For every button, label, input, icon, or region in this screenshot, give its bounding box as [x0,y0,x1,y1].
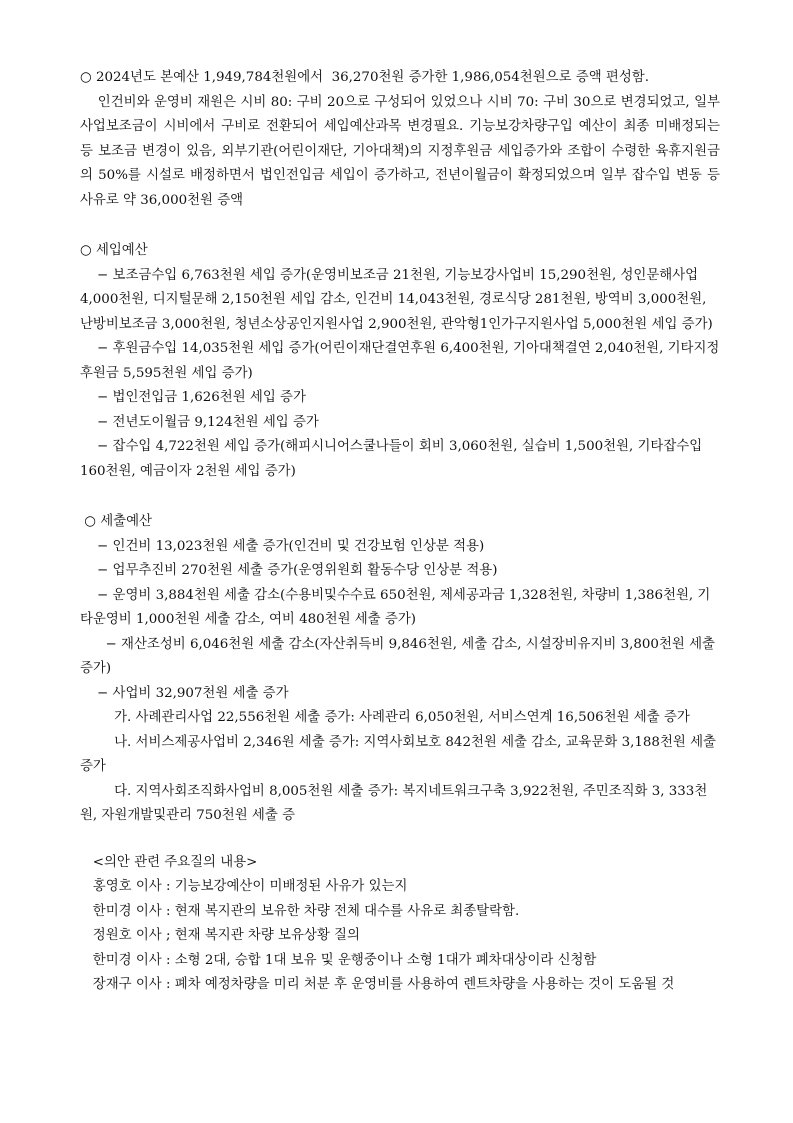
expenditure-item: − 재산조성비 6,046천원 세출 감소(자산취득비 9,846천원, 세출 감소, 시설장비유지비 3,800천원 세출 증가) [80,636,720,676]
question-item: 장재구 이사 : 폐차 예정차량을 미리 처분 후 운영비를 사용하여 렌트차량을 사용하는 것이 도움될 것 [80,977,675,992]
expenditure-subitem: 가. 사례관리사업 22,556천원 세출 증가: 사례관리 6,050천원, 서비스연계 16,506천원 세출 증가 [80,710,690,725]
summary-lead: ○ 2024년도 본예산 1,949,784천원에서 36,270천원 증가한 1,986,054천원으로 증액 편성함. [80,70,649,85]
expenditure-subitem: 나. 서비스제공사업비 2,346원 세출 증가: 지역사회보호 842천원 세출 감소, 교육문화 3,188천원 세출 증가 [80,734,721,774]
expenditure-item: − 운영비 3,884천원 세출 감소(수용비및수수료 650천원, 제세공과금 1,328천원, 차량비 1,386천원, 기타운영비 1,000천원 세출 감소, 여비 480천원 세출 증가) [80,587,711,627]
expenditure-heading: ○ 세출예산 [80,514,152,529]
document-body [80,66,725,998]
expenditure-item: − 인건비 13,023천원 세출 증가(인건비 및 건강보험 인상분 적용) [80,538,485,554]
expenditure-subitem: 다. 지역사회조직화사업비 8,005천원 세출 증가: 복지네트워크구축 3,922천원, 주민조직화 3, 333천원, 자원개발및관리 750천원 세출 증 [80,783,708,823]
revenue-heading: ○ 세입예산 [80,243,148,258]
expenditure-item: − 업무추진비 270천원 세출 증가(운영위원회 활동수당 인상분 적용) [80,563,498,578]
revenue-item: − 전년도이월금 9,124천원 세입 증가 [80,414,319,430]
questions-heading: <의안 관련 주요질의 내용> [80,854,258,870]
question-item: 한미경 이사 : 소형 2대, 승합 1대 보유 및 운행중이나 소형 1대가 폐차대상이라 신청함 [80,952,597,968]
question-item: 한미경 이사 : 현재 복지관의 보유한 차량 전체 대수를 사유로 최종탈락함. [80,903,520,919]
summary-body: 인건비와 운영비 재원은 시비 80: 구비 20으로 구성되어 있었으나 시비 70: 구비 30으로 변경되었고, 일부사업보조금이 시비에서 구비로 전환되어 세입예산과목 변경필요. 기능보강차량구입 예산이 최종 미배정되는 등 보조금 변경이 있음, 외부기관(어린이재단, 기아대책)의 지정후원금 세입증가와 조합이 수령한 육휴지원금의 50%를 시설로 배정하면서 법인전입금 세입이 증가하고, 전년이월금이 확정되었으며 일부 잡수입 변동 등 사유로 약 36,000천원 증액 [80,94,725,208]
revenue-item: − 법인전입금 1,626천원 세입 증가 [80,390,306,405]
expenditure-item: − 사업비 32,907천원 세출 증가 [80,685,289,701]
question-item: 정원호 이사 ; 현재 복지관 차량 보유상황 질의 [80,928,360,943]
revenue-item: − 보조금수입 6,763천원 세입 증가(운영비보조금 21천원, 기능보강사업비 15,290천원, 성인문해사업 4,000천원, 디지털문해 2,150천원 세입 감소, 인건비 14,043천원, 경로식당 281천원, 방역비 3,000천원, 난방비보조금 3,000천원, 청년소상공인지원사업 2,900천원, 관악형1인가구지원사업 5,000천원 세입 증가) [80,267,713,332]
revenue-item: − 잡수입 4,722천원 세입 증가(해피시니어스쿨나들이 회비 3,060천원, 실습비 1,500천원, 기타잡수입 160천원, 예금이자 2천원 세입 증가) [80,439,707,479]
revenue-item: − 후원금수입 14,035천원 세입 증가(어린이재단결연후원 6,400천원, 기아대책결연 2,040천원, 기타지정후원금 5,595천원 세입 증가) [80,341,720,381]
question-item: 홍영호 이사 : 기능보강예산이 미배정된 사유가 있는지 [80,879,408,894]
